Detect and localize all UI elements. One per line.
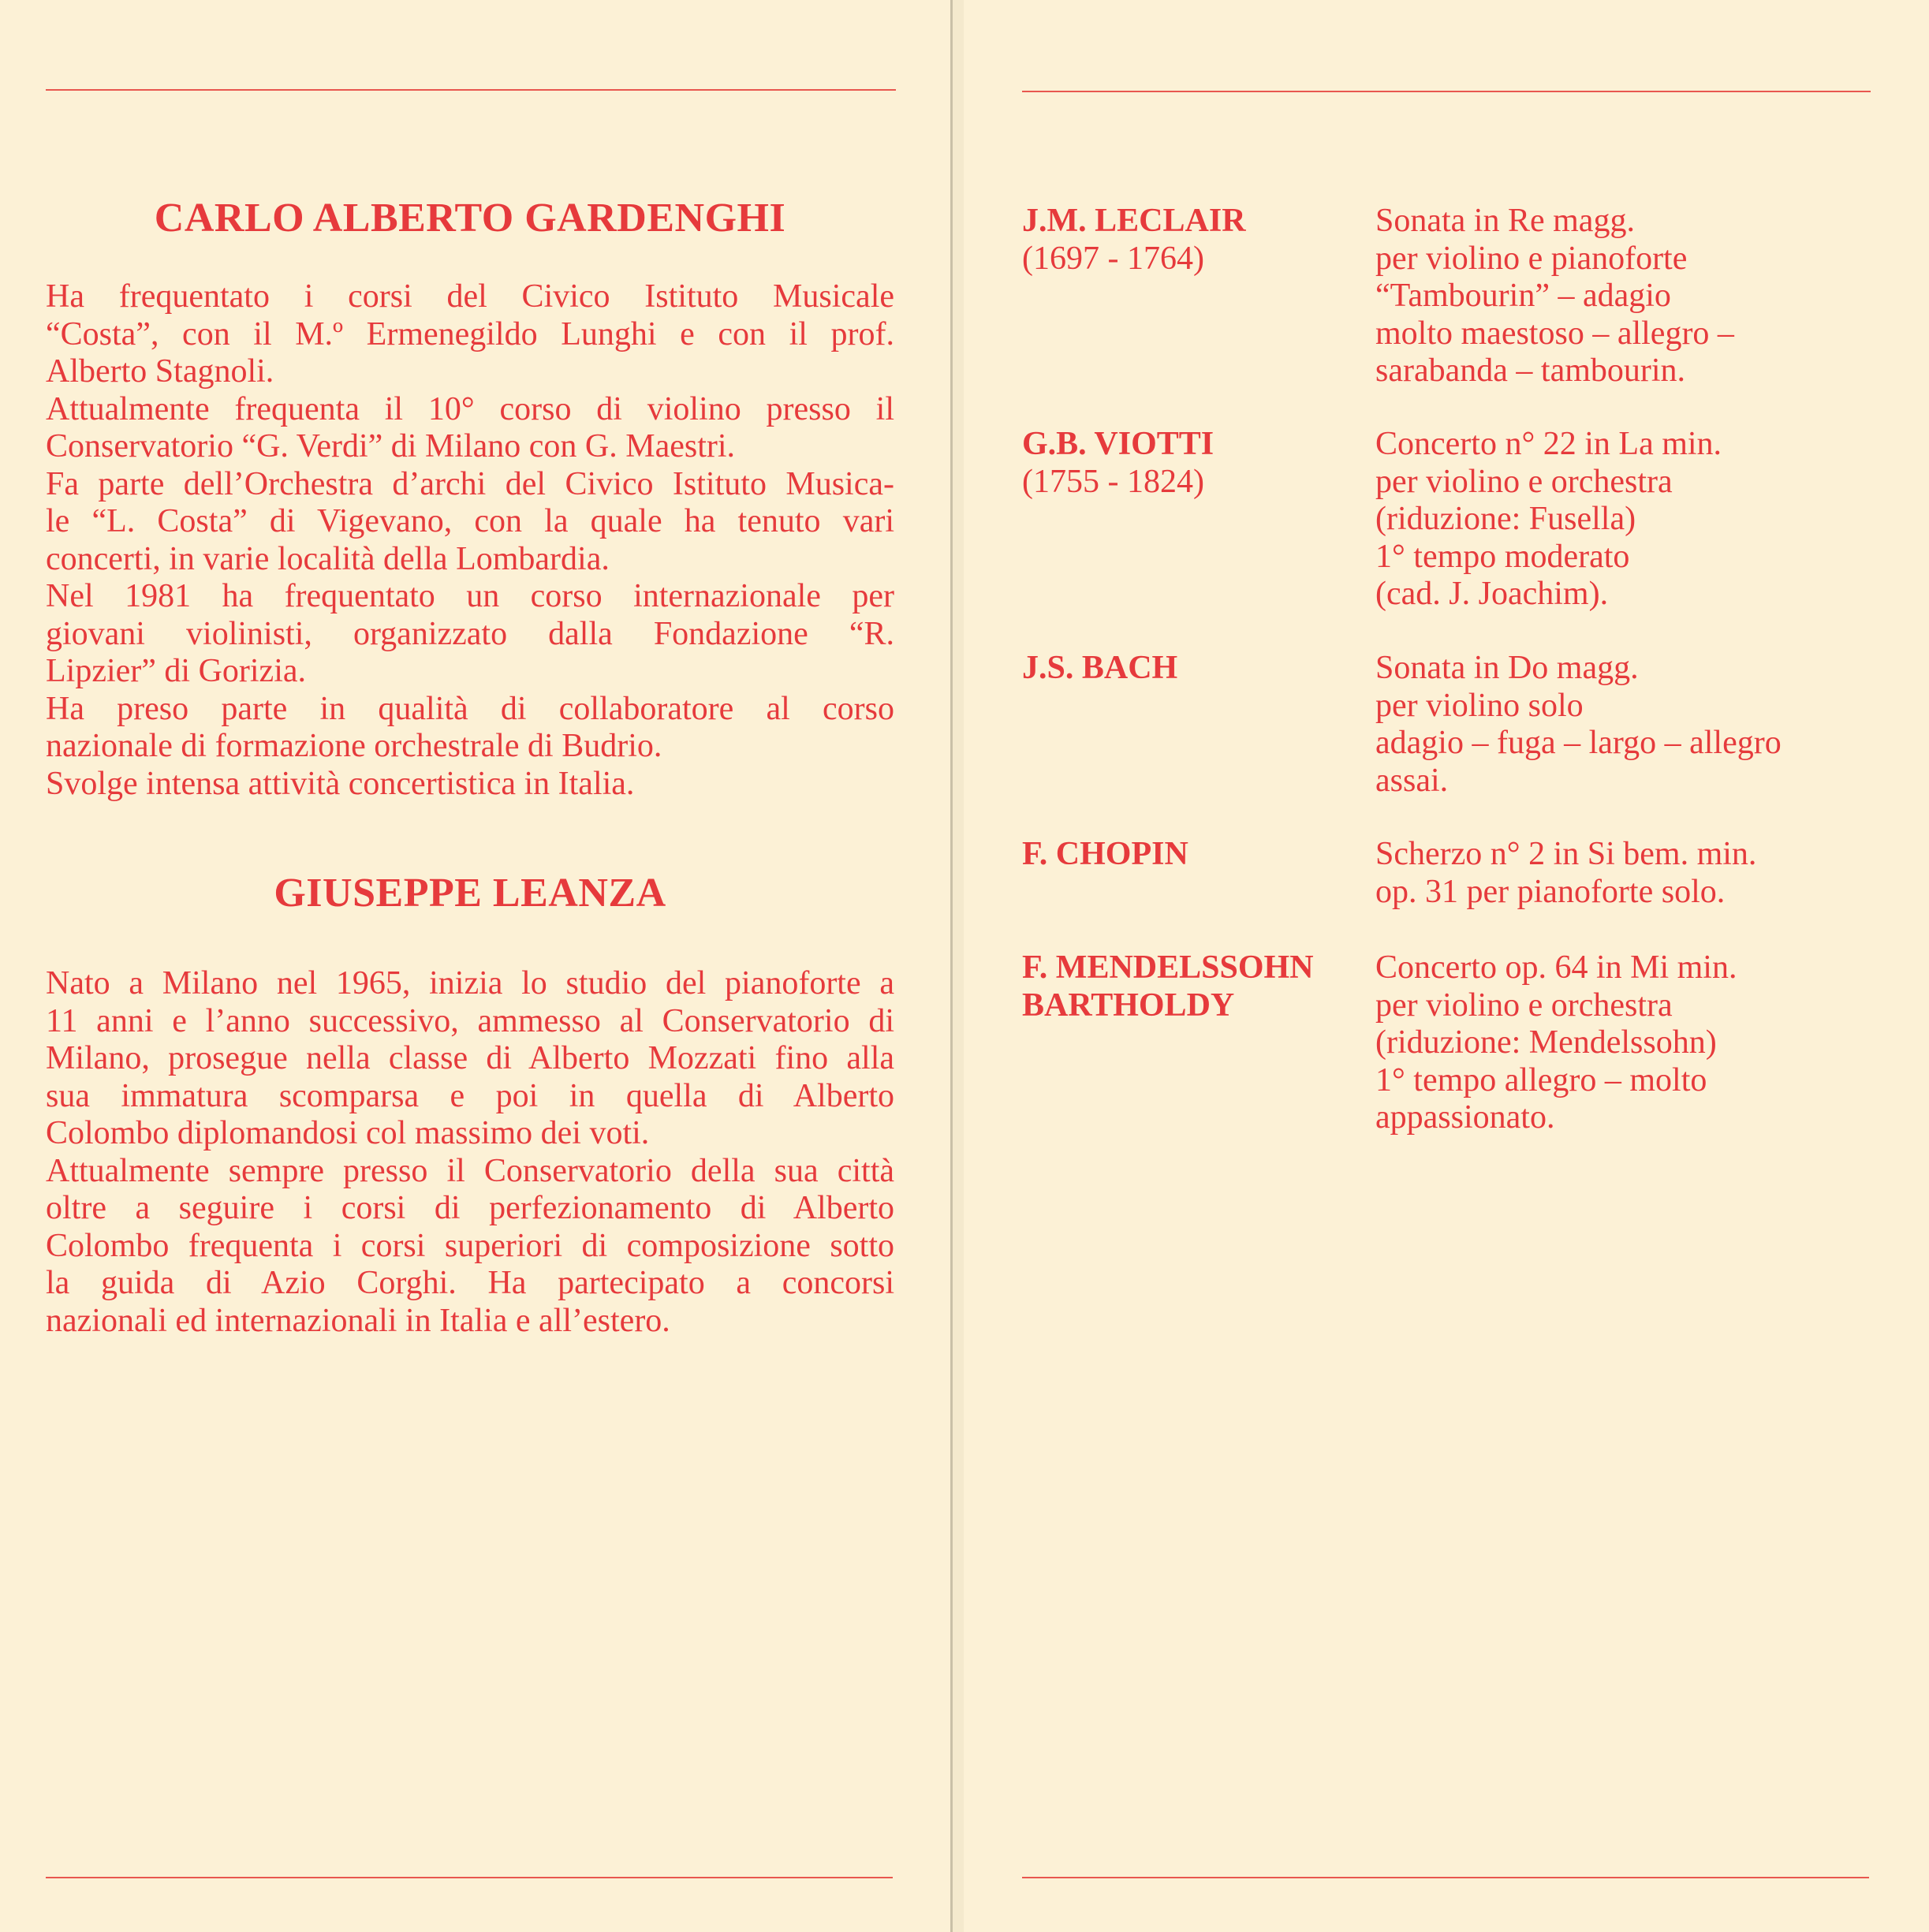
- work-line: (cad. J. Joachim).: [1375, 576, 1609, 612]
- composer: [1022, 203, 1353, 278]
- bio-line: 11 anni e l’anno successivo, ammesso al Conservatorio di: [46, 1002, 894, 1039]
- bio-line: Svolge intensa attività concertistica in Italia.: [46, 765, 635, 802]
- work-line: adagio – fuga – largo – allegro: [1375, 725, 1782, 761]
- work-line: 1° tempo moderato: [1375, 538, 1630, 575]
- bio-line: oltre a seguire i corsi di perfezionamento di Alberto: [46, 1190, 894, 1226]
- work-line: (riduzione: Fusella): [1375, 501, 1636, 537]
- work-line: (riduzione: Mendelssohn): [1375, 1024, 1717, 1061]
- composer: [1022, 426, 1353, 501]
- work-line: “Tambourin” – adagio: [1375, 278, 1671, 314]
- work-line: per violino e orchestra: [1375, 987, 1673, 1024]
- composer: [1022, 836, 1353, 874]
- work-line: Concerto n° 22 in La min.: [1375, 426, 1722, 462]
- bio-line: nazionale di formazione orchestrale di Budrio.: [46, 728, 662, 764]
- bio-line: Conservatorio “G. Verdi” di Milano con G. Maestri.: [46, 428, 736, 464]
- composer: [1022, 949, 1353, 1024]
- work: [1375, 949, 1880, 1137]
- bio-line: concerti, in varie località della Lombardia.: [46, 540, 610, 577]
- bio-gardenghi: [46, 195, 894, 803]
- bio-line: Colombo diplomandosi col massimo dei voti.: [46, 1115, 650, 1151]
- artist-name: GIUSEPPE LEANZA: [274, 871, 666, 916]
- bio-text: [46, 965, 894, 1340]
- work-line: 1° tempo allegro – molto: [1375, 1061, 1707, 1098]
- composer-name: F. MENDELSSOHN: [1022, 949, 1314, 986]
- bio-line: Milano, prosegue nella classe di Alberto Mozzati fino alla: [46, 1040, 894, 1076]
- composer-dates: (1755 - 1824): [1022, 463, 1204, 500]
- composer-name: J.S. BACH: [1022, 650, 1178, 686]
- work: [1375, 650, 1880, 800]
- bio-line: Fa parte dell’Orchestra d’archi del Civico Istituto Musica-: [46, 465, 894, 502]
- bio-line: Nel 1981 ha frequentato un corso internazionale per: [46, 578, 894, 614]
- bio-line: giovani violinisti, organizzato dalla Fondazione “R.: [46, 615, 894, 652]
- bio-line: Ha preso parte in qualità di collaboratore al corso: [46, 690, 894, 727]
- composer-name: J.M. LECLAIR: [1022, 203, 1246, 239]
- bio-line: nazionali ed internazionali in Italia e all’estero.: [46, 1302, 670, 1339]
- bio-text: [46, 278, 894, 803]
- bio-line: Colombo frequenta i corsi superiori di composizione sotto: [46, 1227, 894, 1264]
- composer-name: G.B. VIOTTI: [1022, 426, 1214, 462]
- artist-name: CARLO ALBERTO GARDENGHI: [154, 196, 786, 241]
- bio-line: Alberto Stagnoli.: [46, 353, 274, 390]
- bio-leanza: [46, 870, 894, 1340]
- top-rule-left: [46, 89, 896, 91]
- page-fold-gutter: [953, 0, 964, 1932]
- work-line: appassionato.: [1375, 1099, 1555, 1136]
- bio-line: Nato a Milano nel 1965, inizia lo studio del pianoforte a: [46, 965, 894, 1001]
- composer: [1022, 650, 1353, 688]
- work-line: molto maestoso – allegro –: [1375, 315, 1734, 352]
- work-line: sarabanda – tambourin.: [1375, 352, 1686, 389]
- composer-name-line2: BARTHOLDY: [1022, 987, 1235, 1024]
- top-rule-right: [1022, 91, 1871, 92]
- work: [1375, 203, 1880, 390]
- work-line: per violino e pianoforte: [1375, 240, 1688, 277]
- work-line: op. 31 per pianoforte solo.: [1375, 873, 1726, 910]
- work-line: per violino solo: [1375, 687, 1584, 724]
- work-line: Sonata in Re magg.: [1375, 203, 1635, 239]
- bio-line: “Costa”, con il M.º Ermenegildo Lunghi e con il prof.: [46, 315, 894, 352]
- composer-dates: (1697 - 1764): [1022, 240, 1204, 277]
- bottom-rule-left: [46, 1877, 893, 1878]
- work-line: Concerto op. 64 in Mi min.: [1375, 949, 1737, 986]
- bio-line: le “L. Costa” di Vigevano, con la quale ha tenuto vari: [46, 503, 894, 539]
- bio-line: Attualmente frequenta il 10° corso di violino presso il: [46, 390, 894, 427]
- bio-line: Lipzier” di Gorizia.: [46, 653, 307, 689]
- work: [1375, 836, 1880, 911]
- bio-line: Ha frequentato i corsi del Civico Istituto Musicale: [46, 278, 894, 315]
- composer-name: F. CHOPIN: [1022, 836, 1188, 872]
- work-line: assai.: [1375, 762, 1449, 799]
- bio-line: Attualmente sempre presso il Conservatorio della sua città: [46, 1152, 894, 1189]
- bio-line: sua immatura scomparsa e poi in quella di Alberto: [46, 1077, 894, 1114]
- work-line: per violino e orchestra: [1375, 463, 1673, 500]
- bottom-rule-right: [1022, 1877, 1869, 1878]
- work-line: Scherzo n° 2 in Si bem. min.: [1375, 836, 1757, 872]
- work: [1375, 426, 1880, 614]
- bio-line: la guida di Azio Corghi. Ha partecipato a concorsi: [46, 1265, 894, 1301]
- work-line: Sonata in Do magg.: [1375, 650, 1639, 686]
